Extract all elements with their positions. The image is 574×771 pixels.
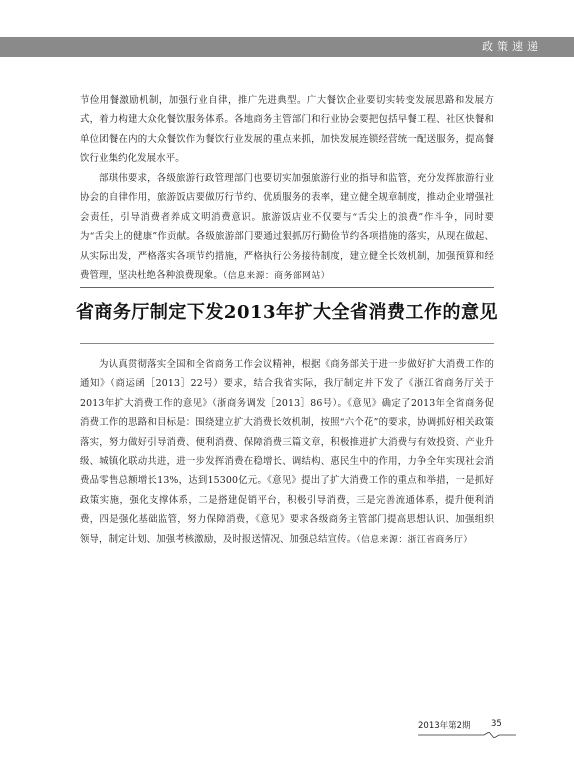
- title-bottom-rule: [80, 343, 494, 344]
- top-article-paragraph-1: 节俭用餐激励机制，加强行业自律，推广先进典型。广大餐饮企业要切实转变发展思路和发展方式，着力构建大众化餐饮服务体系。各地商务主管部门和行业协会要把包括早餐工程、社区快餐和单位团餐在内的大众餐饮作为餐饮行业发展的重点来抓，加快发展连锁经营统一配送服务，提高餐饮行业集约化发展水平。: [80, 95, 494, 165]
- top-article-paragraph-2-text: 部琪伟要求，各级旅游行政管理部门也要切实加强旅游行业的指导和监管，充分发挥旅游行业协会的自律作用，旅游饭店要做厉行节约、优质服务的表率，建立健全规章制度，推动企业增强社会责任，引导消费者养成文明消费意识。旅游饭店业不仅要与“舌尖上的浪费”作斗争，同时要为“舌尖上的健康”作贡献。各级旅游部门要通过狠抓厉行勤俭节约各项措施的落实，从现在做起、从实际出发，严格落实各项节约措施，严格执行公务接待制度，建立健全长效机制，加强预算和经费管理，坚决杜绝各种浪费现象。: [80, 173, 494, 282]
- section-title: 政策速递: [482, 40, 542, 53]
- article-body-text: 为认真贯彻落实全国和全省商务工作会议精神，根据《商务部关于进一步做好扩大消费工作的通知》（商运函［2013］22号）要求，结合我省实际，我厅制定并下发了《浙江省商务厅关于2013年扩大消费工作的意见》（浙商务调发［2013］86号）。《意见》确定了2013年全省商务促消费工作的思路和目标是：围绕建立扩大消费长效机制，按照“六个花”的要求，协调抓好相关政策落实，努力做好引导消费、便利消费、保障消费三篇文章，积极推进扩大消费与有效投资、产业升级、城镇化联动共进，进一步发挥消费在稳增长、调结构、惠民生中的作用，力争全年实现社会消费品零售总额增长13%，达到15300亿元。《意见》提出了扩大消费工作的重点和举措，一是抓好政策实施，强化支撑体系，二是搭建促销平台，积极引导消费，三是完善流通体系，提升便利消费，四是强化基础监管，努力保障消费，《意见》要求各级商务主管部门提高思想认识、加强组织领导，制定计划、加强考核激励，及时报送情况、加强总结宣传。: [80, 359, 494, 545]
- footer-rule: [418, 732, 516, 738]
- page-number: 35: [491, 719, 502, 729]
- top-article-source: （信息来源：商务部网站）: [222, 271, 331, 282]
- article-source: （信息来源：浙江省商务厅）: [356, 534, 473, 545]
- article-body: [80, 355, 494, 550]
- top-article-paragraph-2: [80, 169, 494, 286]
- section-header-band: [0, 37, 574, 57]
- article-title: 省商务厅制定下发2013年扩大全省消费工作的意见: [75, 302, 499, 323]
- issue-label: 2013年第2期: [418, 721, 471, 731]
- title-top-rule: [80, 287, 494, 288]
